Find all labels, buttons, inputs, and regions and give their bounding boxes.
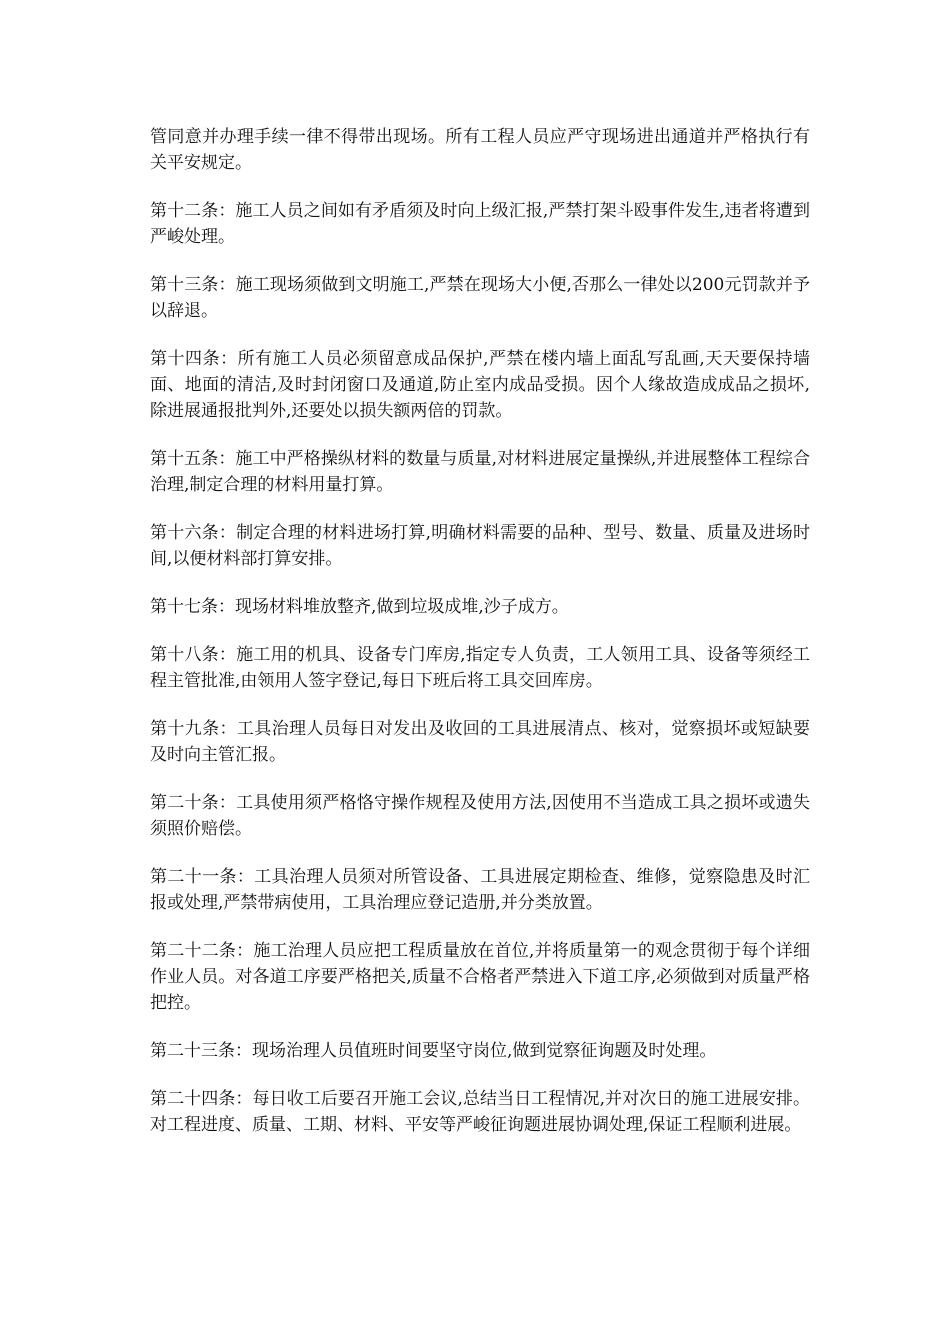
article-23: 第二十三条：现场治理人员值班时间要坚守岗位,做到觉察征询题及时处理。 bbox=[150, 1041, 717, 1061]
article-13: 第十三条：施工现场须做到文明施工,严禁在现场大小便,否那么一律处以200元罚款并予以辞退。 bbox=[150, 275, 810, 321]
article-22: 第二十二条：施工治理人员应把工程质量放在首位,并将质量第一的观念贯彻于每个详细作业人员。对各道工序要严格把关,质量不合格者严禁进入下道工序,必须做到对质量严格把控。 bbox=[150, 941, 810, 1013]
paragraph-continuation: 管同意并办理手续一律不得带出现场。所有工程人员应严守现场进出通道并严格执行有关平安规定。 bbox=[150, 127, 810, 173]
article-12: 第十二条：施工人员之间如有矛盾须及时向上级汇报,严禁打架斗殴事件发生,违者将遭到严峻处理。 bbox=[150, 201, 810, 247]
article-17: 第十七条：现场材料堆放整齐,做到垃圾成堆,沙子成方。 bbox=[150, 597, 569, 617]
article-24: 第二十四条：每日收工后要召开施工会议,总结当日工程情况,并对次日的施工进展安排。对工程进度、质量、工期、材料、平安等严峻征询题进展协调处理,保证工程顺利进展。 bbox=[150, 1089, 810, 1135]
document-body bbox=[150, 124, 810, 1160]
article-18: 第十八条：施工用的机具、设备专门库房,指定专人负责，工人领用工具、设备等须经工程主管批准,由领用人签字登记,每日下班后将工具交回库房。 bbox=[150, 645, 810, 691]
article-15: 第十五条：施工中严格操纵材料的数量与质量,对材料进展定量操纵,并进展整体工程综合治理,制定合理的材料用量打算。 bbox=[150, 449, 810, 495]
article-20: 第二十条：工具使用须严格恪守操作规程及使用方法,因使用不当造成工具之损坏或遗失须照价赔偿。 bbox=[150, 793, 810, 839]
article-16: 第十六条：制定合理的材料进场打算,明确材料需要的品种、型号、数量、质量及进场时间,以便材料部打算安排。 bbox=[150, 523, 810, 569]
article-21: 第二十一条：工具治理人员须对所管设备、工具进展定期检查、维修，觉察隐患及时汇报或处理,严禁带病使用，工具治理应登记造册,并分类放置。 bbox=[150, 867, 810, 913]
article-14: 第十四条：所有施工人员必须留意成品保护,严禁在楼内墙上面乱写乱画,天天要保持墙面、地面的清洁,及时封闭窗口及通道,防止室内成品受损。因个人缘故造成成品之损坏,除进展通报批判外,还要处以损失额两倍的罚款。 bbox=[150, 349, 810, 421]
article-19: 第十九条：工具治理人员每日对发出及收回的工具进展清点、核对，觉察损坏或短缺要及时向主管汇报。 bbox=[150, 719, 810, 765]
